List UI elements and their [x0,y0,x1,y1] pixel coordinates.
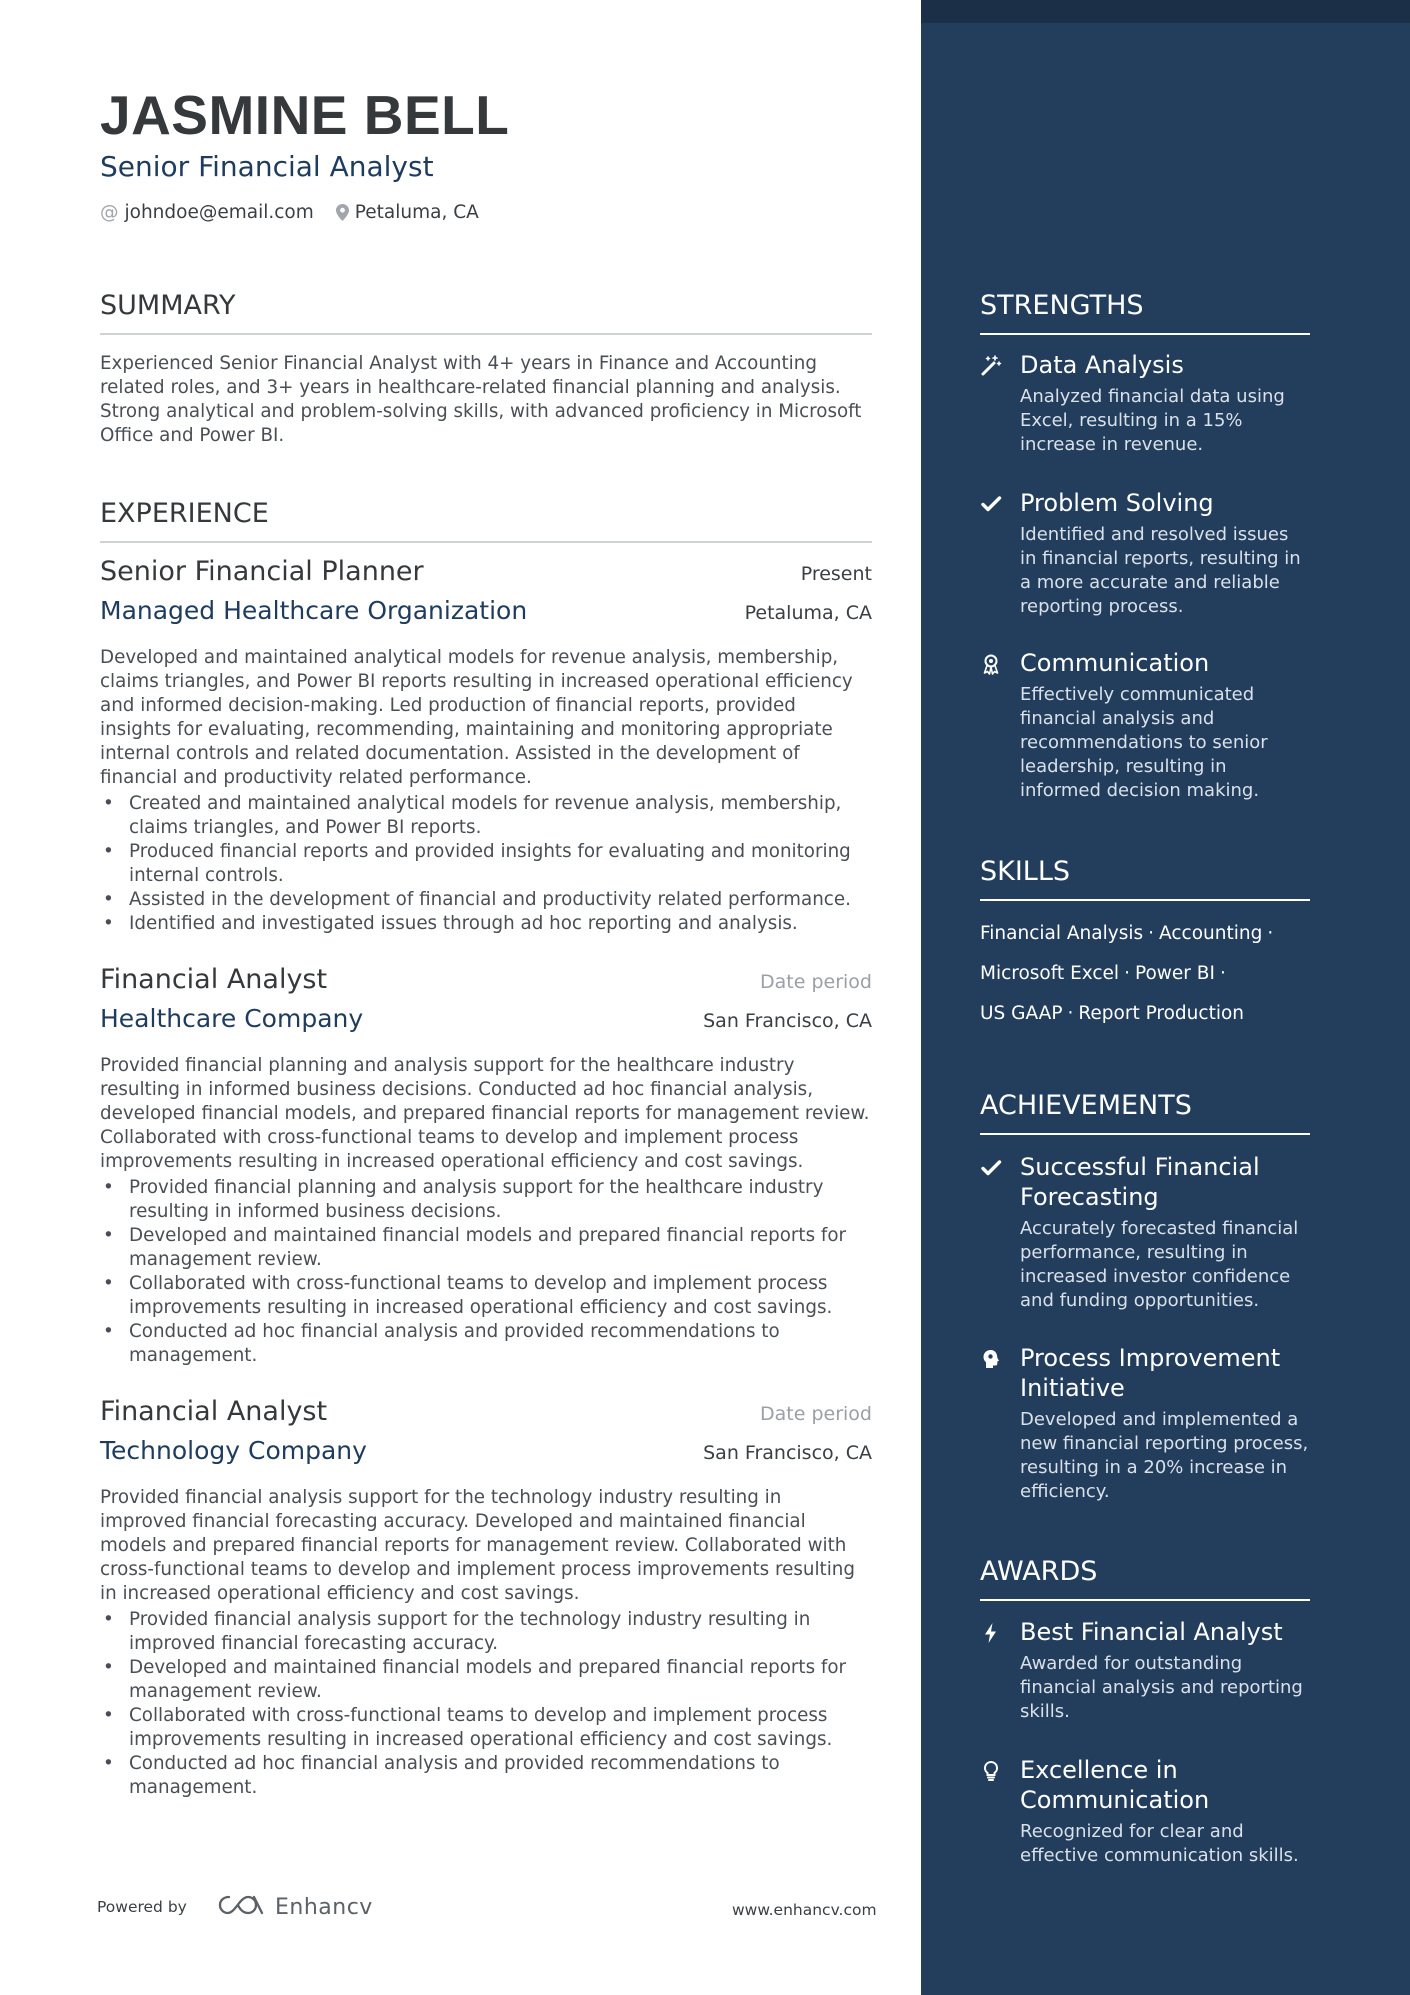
award-title: Excellence in Communication [1020,1756,1210,1814]
achievement-description: Accurately forecasted financial performance, resulting in increased investor confidence and funding opportunities. [1020,1218,1299,1311]
job-role: Financial Analyst [100,964,328,995]
job-company: Managed Healthcare Organization [100,596,528,625]
skill-tag: Power BI [1134,963,1215,984]
job-bullet: • Conducted ad hoc financial analysis and provided recommendations to management. [100,1320,872,1368]
job-bullet: • Provided financial analysis support for the technology industry resulting in improved financial forecasting accuracy. [100,1608,872,1656]
skill-tag: Report Production [1078,1003,1245,1024]
magic-wand-icon [980,355,1002,377]
experience-heading: EXPERIENCE [100,498,872,543]
candidate-name: JASMINE BELL [100,84,510,146]
achievements-heading: ACHIEVEMENTS [980,1090,1310,1135]
skill-tag: US GAAP [980,1003,1063,1024]
job-date: Present [800,563,872,585]
job-bullet: • Developed and maintained financial models and prepared financial reports for management review. [100,1656,872,1704]
strength-description: Identified and resolved issues in financial reports, resulting in a more accurate and reliable reporting process. [1020,524,1301,617]
enhancv-logo[interactable] [217,1893,373,1921]
enhancv-brand-name: Enhancv [275,1894,373,1920]
award-description: Awarded for outstanding financial analysis and reporting skills. [1020,1653,1303,1722]
job-company: Technology Company [100,1436,367,1465]
job-company: Healthcare Company [100,1004,364,1033]
strengths-heading: STRENGTHS [980,290,1310,335]
candidate-title: Senior Financial Analyst [100,150,434,183]
achievement-item [980,1152,1310,1313]
job-bullet: • Created and maintained analytical models for revenue analysis, membership, claims triangles, and Power BI reports. [100,792,872,840]
job-description: Provided financial planning and analysis support for the healthcare industry resulting in informed business decisions. Conducted ad hoc financial analysis, developed financial models, and prepared financial reports for management review. Collaborated with cross-functional teams to develop and implement process improvements resulting in increased operational efficiency and cost savings. [100,1055,870,1172]
job-role: Senior Financial Planner [100,556,424,587]
strength-description: Effectively communicated financial analysis and recommendations to senior leadership, resulting in informed decision making. [1020,684,1268,801]
email-contact[interactable] [100,202,314,223]
job-bullet: • Produced financial reports and provided insights for evaluating and monitoring internal controls. [100,840,872,888]
award-title: Best Financial Analyst [1020,1618,1283,1646]
award-item [980,1617,1310,1724]
enhancv-logo-icon [217,1893,265,1921]
lightning-bolt-icon [980,1622,1002,1644]
job-location: San Francisco, CA [703,1442,872,1464]
email-text: johndoe@email.com [124,202,314,223]
location-text: Petaluma, CA [354,202,479,223]
location-contact [336,202,479,223]
job-description: Developed and maintained analytical models for revenue analysis, membership, claims triangles, and Power BI reports resulting in increased operational efficiency and informed decision-making. Led production of financial reports, provided insights for evaluating, recommending, maintaining and monitoring appropriate internal controls and related documentation. Assisted in the development of financial and productivity related performance. [100,647,853,788]
achievement-description: Developed and implemented a new financial reporting process, resulting in a 20% increase in efficiency. [1020,1409,1309,1502]
skill-tag: Accounting [1159,923,1263,944]
strength-item [980,648,1310,803]
brain-head-icon [980,1348,1002,1370]
lightbulb-icon [980,1760,1002,1782]
checkmark-icon [980,493,1002,515]
award-item [980,1755,1310,1868]
location-pin-icon [336,204,349,221]
job-bullet: • Collaborated with cross-functional teams to develop and implement process improvements resulting in increased operational efficiency and cost savings. [100,1272,872,1320]
job-date: Date period [760,1403,872,1425]
strength-title: Data Analysis [1020,351,1184,379]
skill-tag: Financial Analysis [980,923,1144,944]
at-sign-icon: @ [100,202,119,223]
job-bullets [100,1608,872,1800]
achievement-title: Process Improvement Initiative [1020,1344,1281,1402]
job-entry [100,964,872,1368]
job-entry [100,1396,872,1800]
summary-text: Experienced Senior Financial Analyst with 4+ years in Finance and Accounting related roles, and 3+ years in healthcare-related financial planning and analysis. Strong analytical and problem-solving skills, with advanced proficiency in Microsoft Office and Power BI. [100,353,862,446]
job-bullet: • Collaborated with cross-functional teams to develop and implement process improvements resulting in increased operational efficiency and cost savings. [100,1704,872,1752]
achievement-title: Successful Financial Forecasting [1020,1153,1260,1211]
skill-tag: Microsoft Excel [980,963,1120,984]
job-bullet: • Provided financial planning and analysis support for the healthcare industry resulting in informed business decisions. [100,1176,872,1224]
job-description: Provided financial analysis support for the technology industry resulting in improved financial forecasting accuracy. Developed and maintained financial models and prepared financial reports for management review. Collaborated with cross-functional teams to develop and implement process improvements resulting in increased operational efficiency and cost savings. [100,1487,855,1604]
strength-title: Communication [1020,649,1210,677]
job-location: Petaluma, CA [744,602,872,624]
job-bullets [100,1176,872,1368]
checkmark-icon [980,1157,1002,1179]
job-bullet: • Developed and maintained financial models and prepared financial reports for management review. [100,1224,872,1272]
contact-info [100,202,479,223]
job-location: San Francisco, CA [703,1010,872,1032]
strength-item [980,488,1310,619]
summary-heading: SUMMARY [100,290,872,335]
job-bullet: • Assisted in the development of financial and productivity related performance. [100,888,872,912]
job-bullet: • Identified and investigated issues through ad hoc reporting and analysis. [100,912,872,936]
strength-title: Problem Solving [1020,489,1214,517]
awards-heading: AWARDS [980,1556,1310,1601]
sidebar-top-bar [921,0,1410,23]
award-ribbon-icon [980,653,1002,675]
strength-item [980,350,1310,457]
award-description: Recognized for clear and effective communication skills. [1020,1821,1299,1866]
achievement-item [980,1343,1310,1504]
skills-heading: SKILLS [980,856,1310,901]
powered-by-label: Powered by [97,1898,187,1916]
job-bullets [100,792,872,936]
job-bullet: • Conducted ad hoc financial analysis and provided recommendations to management. [100,1752,872,1800]
website-link[interactable]: www.enhancv.com [732,1901,877,1919]
strength-description: Analyzed financial data using Excel, resulting in a 15% increase in revenue. [1020,386,1285,455]
job-role: Financial Analyst [100,1396,328,1427]
job-entry [100,556,872,936]
skills-list: Financial Analysis · Accounting · Microsoft Excel · Power BI · US GAAP · Report Production [980,923,1274,1024]
job-date: Date period [760,971,872,993]
